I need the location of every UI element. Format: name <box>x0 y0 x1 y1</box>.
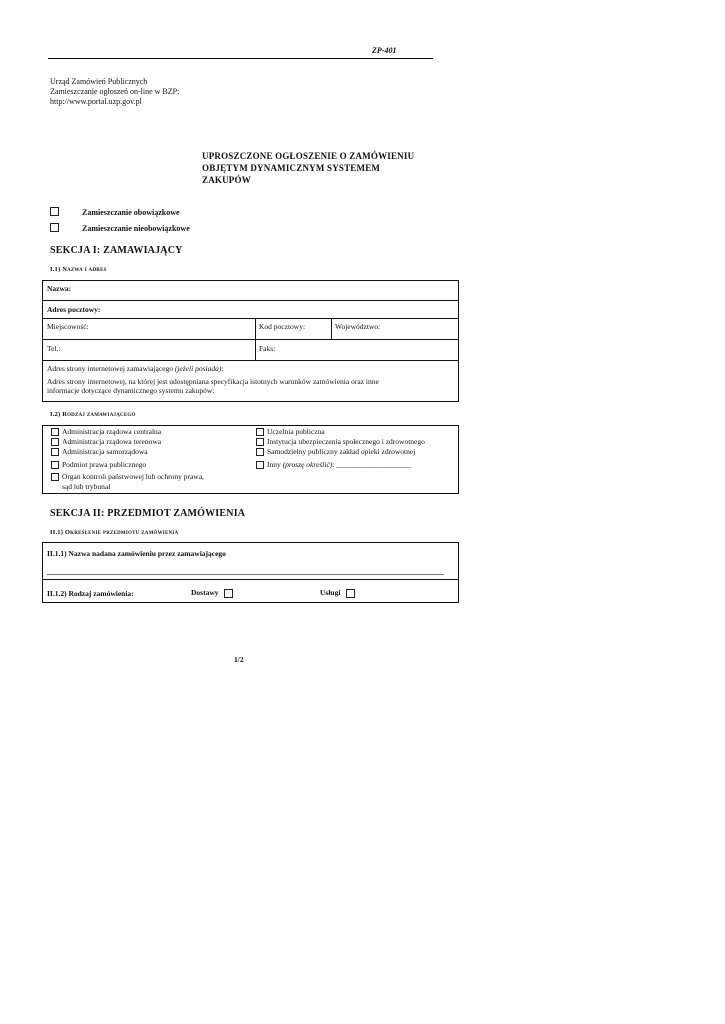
checkbox[interactable] <box>51 473 59 481</box>
header-rule <box>48 58 433 59</box>
checkbox[interactable] <box>256 428 264 436</box>
checkbox[interactable] <box>256 438 264 446</box>
postal-code-label: Kod pocztowy: <box>259 322 306 331</box>
phone-row <box>43 340 458 361</box>
phone-label: Tel.: <box>47 344 61 353</box>
section-2-title: SEKCJA II: PRZEDMIOT ZAMÓWIENIA <box>50 508 246 519</box>
title-line-2: OBJĘTYM DYNAMICZNYM SYSTEMEM <box>202 163 381 173</box>
type-option[interactable]: Administracja samorządowa <box>51 447 148 456</box>
title-line-1: UPROSZCZONE OGŁOSZENIE O ZAMÓWIENIU <box>202 151 415 161</box>
fax-label: Faks: <box>259 344 276 353</box>
services-option[interactable]: Usługi <box>320 588 355 598</box>
type-option[interactable]: Administracja rządowa centralna <box>51 427 161 436</box>
divider <box>331 319 332 339</box>
optional-label: Zamieszczanie nieobowiązkowe <box>82 224 190 233</box>
office-name: Urząd Zamówień Publicznych <box>50 77 148 86</box>
province-label: Województwo: <box>335 322 381 331</box>
services-checkbox[interactable] <box>346 589 355 598</box>
document-title <box>202 150 414 186</box>
type-option[interactable]: Samodzielny publiczny zakład opieki zdrowotnej <box>256 447 415 456</box>
supplies-option[interactable]: Dostawy <box>191 588 233 598</box>
office-info <box>50 77 179 107</box>
type-option[interactable]: Administracja rządowa terenowa <box>51 437 161 446</box>
order-name-row[interactable] <box>43 543 458 580</box>
supplies-checkbox[interactable] <box>224 589 233 598</box>
publication-optional-option[interactable] <box>50 218 190 236</box>
divider <box>255 319 256 339</box>
title-line-3: ZAKUPÓW <box>202 175 251 185</box>
order-name-line <box>47 574 444 575</box>
order-kind-label: II.1.2) Rodzaj zamówienia: <box>47 589 134 598</box>
office-service: Zamieszczanie ogłoszeń on-line w BZP: <box>50 87 180 96</box>
type-option[interactable]: Podmiot prawa publicznego <box>51 460 146 469</box>
form-id: ZP-401 <box>372 46 397 55</box>
section-1-title: SEKCJA I: ZAMAWIAJĄCY <box>50 245 183 256</box>
type-option-other[interactable]: Inny (proszę określić): ____________________ <box>256 460 411 469</box>
city-label: Miejscowość: <box>47 322 89 331</box>
section-1-2-heading: I.2) Rodzaj zamawiającego <box>50 411 136 418</box>
type-option[interactable]: Uczelnia publiczna <box>256 427 325 436</box>
address-label: Adres pocztowy: <box>47 305 101 314</box>
office-url[interactable]: http://www.portal.uzp.gov.pl <box>50 97 142 106</box>
name-row[interactable] <box>43 281 458 301</box>
checkbox[interactable] <box>51 438 59 446</box>
order-name-label: II.1.1) Nazwa nadana zamówieniu przez zamawiającego <box>47 549 226 558</box>
page-number: 1/2 <box>234 655 244 664</box>
checkbox[interactable] <box>51 461 59 469</box>
type-option[interactable]: Instytucja ubezpieczenia społecznego i zdrowotnego <box>256 437 425 446</box>
section-2-1-heading: II.1) Określenie przedmiotu zamówienia <box>50 529 179 536</box>
divider <box>255 340 256 360</box>
address-row[interactable] <box>43 301 458 319</box>
subject-table <box>42 542 459 603</box>
checkbox[interactable] <box>256 461 264 469</box>
checkbox[interactable] <box>51 448 59 456</box>
mandatory-checkbox[interactable] <box>50 207 59 216</box>
website-label: Adres strony internetowej zamawiającego (jeżeli posiada): <box>47 364 224 373</box>
section-1-1-heading: I.1) Nazwa i adres <box>50 266 107 273</box>
name-label: Nazwa: <box>47 284 72 293</box>
city-row <box>43 319 458 340</box>
optional-checkbox[interactable] <box>50 223 59 232</box>
type-option-continuation: sąd lub trybunał <box>62 482 111 491</box>
checkbox[interactable] <box>51 428 59 436</box>
type-option[interactable]: Organ kontroli państwowej lub ochrony prawa, <box>51 472 204 481</box>
mandatory-label: Zamieszczanie obowiązkowe <box>82 208 180 217</box>
authority-type-table <box>42 425 459 494</box>
checkbox[interactable] <box>256 448 264 456</box>
contracting-authority-table <box>42 280 459 402</box>
specification-url-label: Adres strony internetowej, na której jest udostępniana specyfikacja istotnych warunków zamówienia oraz inne informacje dotyczące dynamicznego systemu zakupów: <box>47 377 379 395</box>
